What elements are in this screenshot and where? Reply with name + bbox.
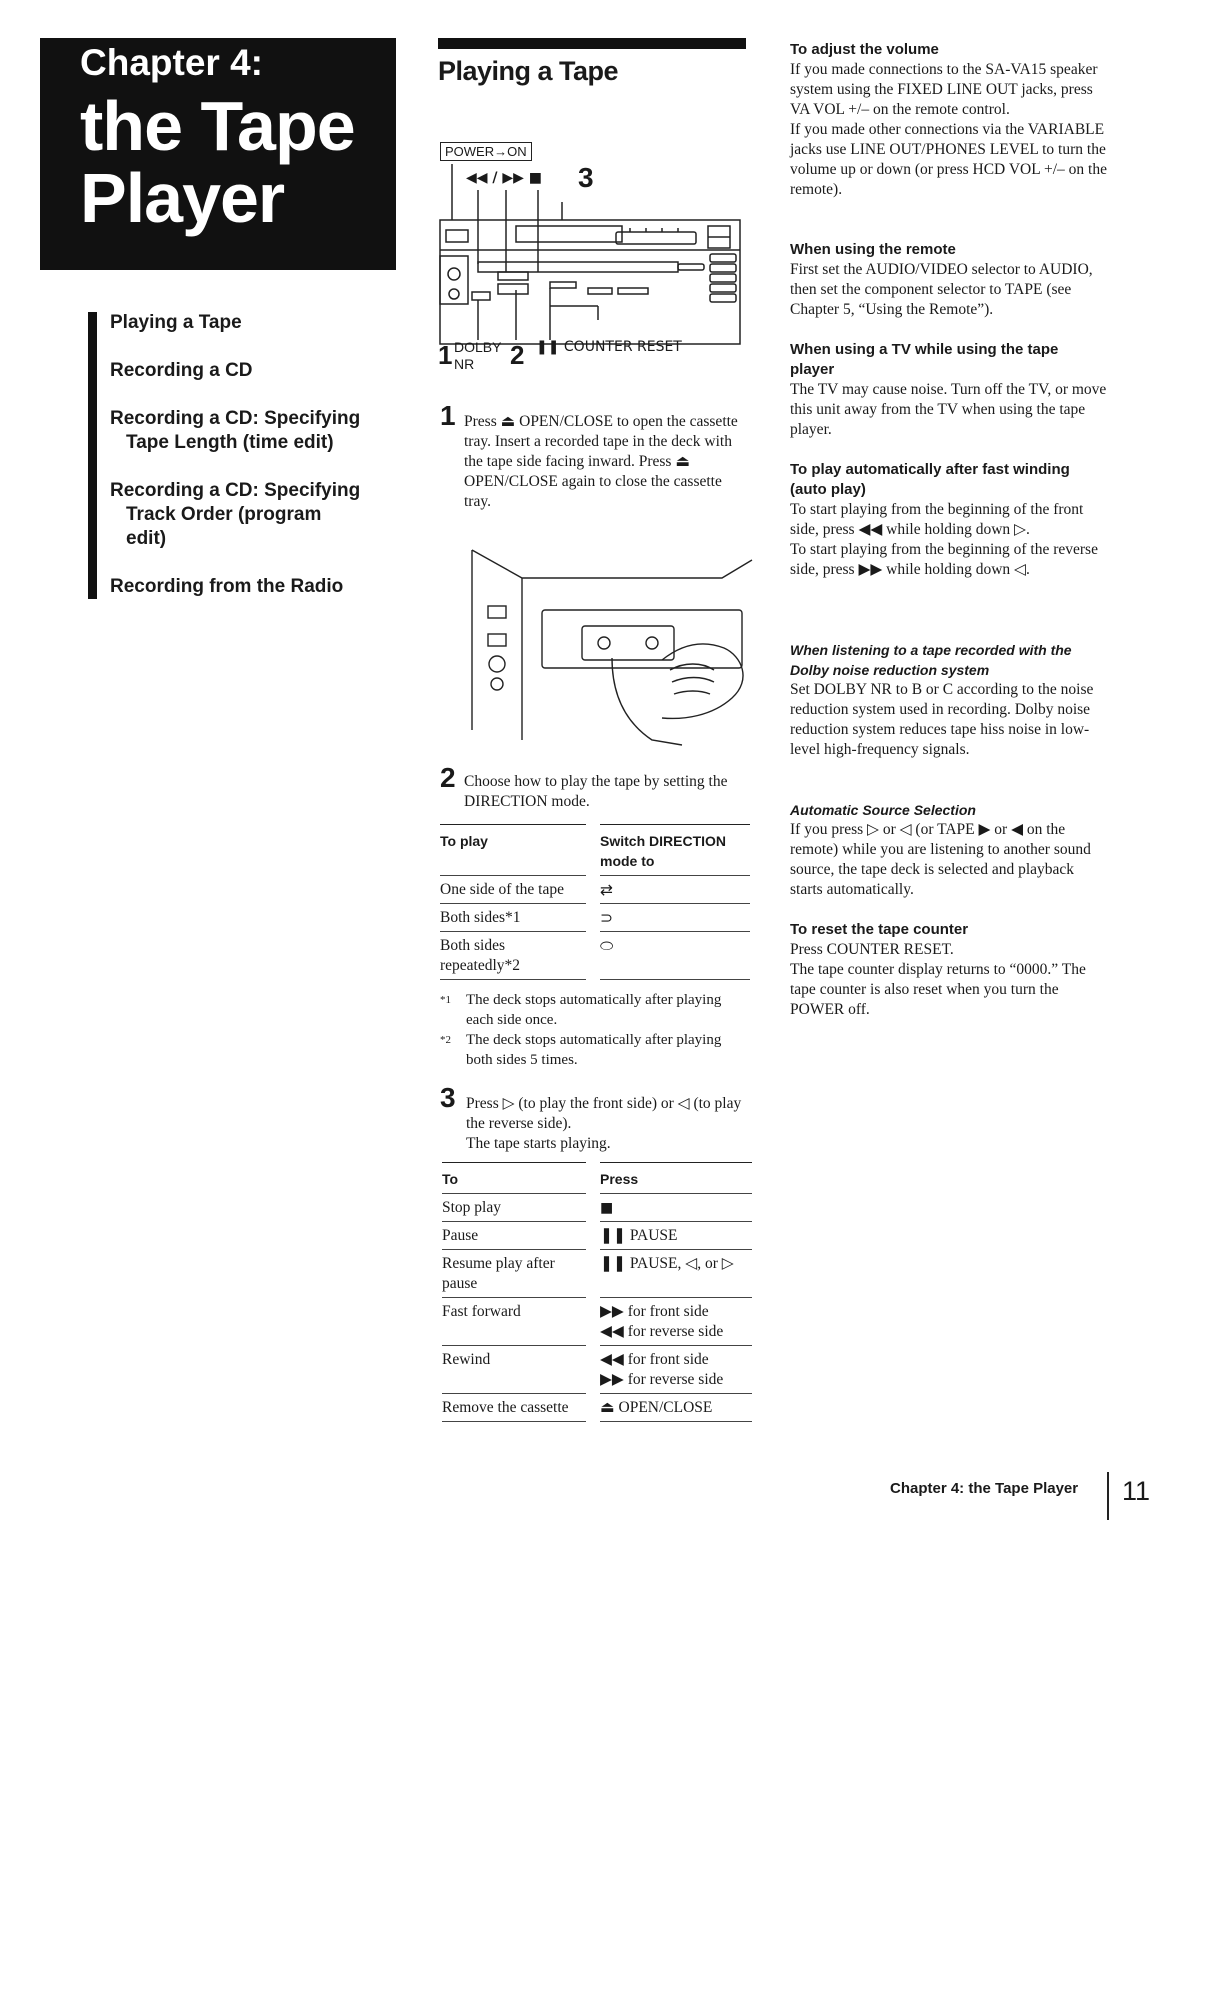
toc-item-time-edit[interactable]: Recording a CD: Specifying Tape Length (time edit) — [110, 408, 361, 453]
column-header: Press — [600, 1163, 752, 1194]
step-number: 1 — [440, 400, 456, 431]
table-header-row — [440, 825, 750, 876]
press-cell: ❚❚ PAUSE — [600, 1222, 752, 1250]
callout-2: 2 — [510, 340, 525, 370]
toc-item-playing-a-tape[interactable]: Playing a Tape — [110, 312, 242, 333]
heading-auto-source: Automatic Source Selection — [790, 802, 976, 818]
step-3-text: Press ▷ (to play the front side) or ◁ (to play the reverse side). The tape starts playing. — [466, 1095, 742, 1152]
table-row — [442, 1194, 752, 1222]
action-cell: Rewind — [442, 1346, 586, 1394]
power-label: POWER→ON — [440, 142, 532, 161]
direction-mode-icon: ⇄ — [600, 876, 750, 904]
footnote: *1 The deck stops automatically after playing each side once. — [440, 992, 722, 1028]
deck-drawing — [438, 140, 748, 350]
action-cell: Resume play after pause — [442, 1250, 586, 1298]
heading-auto-play: To play automatically after fast winding (auto play) — [790, 461, 1070, 498]
step-2-text: Choose how to play the tape by setting the DIRECTION mode. — [464, 773, 728, 810]
footer-divider — [1107, 1472, 1109, 1520]
table-header-row — [442, 1163, 752, 1194]
direction-mode-icon: ⬭ — [600, 932, 750, 980]
table-row — [442, 1346, 752, 1394]
action-cell: Pause — [442, 1222, 586, 1250]
table-row — [440, 904, 750, 932]
deck-front-panel-figure — [438, 140, 748, 380]
column-header: To — [442, 1163, 586, 1194]
step-1-text: Press ⏏ OPEN/CLOSE to open the cassette tray. Insert a recorded tape in the deck with the tape side facing inward. Press ⏏ OPEN/CLOSE again to close the cassette tray. — [464, 413, 738, 510]
callout-3: 3 — [578, 162, 594, 193]
toc-item-recording-a-cd[interactable]: Recording a CD — [110, 360, 253, 381]
dolby-text: Set DOLBY NR to B or C according to the noise reduction system used in recording. Dolby noise reduction system reduces tape hiss noise in low-level high-frequency signals. — [790, 681, 1094, 758]
section-rule — [438, 38, 746, 49]
step-number: 3 — [440, 1082, 456, 1113]
remote-text: First set the AUDIO/VIDEO selector to AUDIO, then set the component selector to TAPE (see Chapter 5, “Using the Remote”). — [790, 261, 1093, 318]
column-header: To play — [440, 825, 586, 876]
action-cell: Fast forward — [442, 1298, 586, 1346]
toc-item-recording-from-radio[interactable]: Recording from the Radio — [110, 576, 344, 597]
auto-source-text: If you press ▷ or ◁ (or TAPE ▶ or ◀ on the remote) while you are listening to another sound source, the tape deck is selected and playback starts automatically. — [790, 821, 1091, 898]
tv-text: The TV may cause noise. Turn off the TV, or move this unit away from the TV when using the tape player. — [790, 381, 1107, 438]
heading-dolby: When listening to a tape recorded with the Dolby noise reduction system — [790, 642, 1072, 678]
heading-using-remote: When using the remote — [790, 241, 956, 258]
press-cell: ▶▶ for front side ◀◀ for reverse side — [600, 1298, 752, 1346]
table-row — [440, 932, 750, 980]
table-row — [442, 1298, 752, 1346]
reset-counter-text: Press COUNTER RESET. The tape counter display returns to “0000.” The tape counter is also reset when you turn the POWER off. — [790, 941, 1086, 1018]
table-row — [442, 1394, 752, 1422]
footnotes — [440, 990, 750, 1070]
auto-play-text: To start playing from the beginning of the front side, press ◀◀ while holding down ▷. To start playing from the beginning of the reverse side, press ▶▶ while holding down ◁. — [790, 501, 1098, 578]
footnote: *2 The deck stops automatically after playing both sides 5 times. — [440, 1032, 722, 1068]
chapter-kicker: Chapter 4: — [80, 42, 263, 83]
callout-2-label: ❚❚ COUNTER RESET — [536, 339, 682, 355]
heading-adjust-volume: To adjust the volume — [790, 41, 939, 58]
chapter-banner — [40, 38, 396, 270]
action-cell: Remove the cassette — [442, 1394, 586, 1422]
column-header: Switch DIRECTION mode to — [600, 825, 750, 876]
heading-using-tv: When using a TV while using the tape player — [790, 341, 1059, 378]
chapter-title-line: Player — [80, 159, 285, 237]
direction-table — [440, 824, 750, 980]
play-cell: Both sides repeatedly*2 — [440, 932, 586, 980]
play-cell: One side of the tape — [440, 876, 586, 904]
direction-mode-icon: ⊃ — [600, 904, 750, 932]
heading-reset-counter: To reset the tape counter — [790, 921, 969, 938]
callout-1-label: DOLBY NR — [454, 339, 502, 372]
press-table — [442, 1162, 752, 1422]
action-cell: Stop play — [442, 1194, 586, 1222]
toc-item-program-edit[interactable]: Recording a CD: Specifying Track Order (program edit) — [110, 480, 361, 549]
toc-bar — [88, 312, 97, 599]
step-number: 2 — [440, 762, 456, 793]
table-row — [442, 1222, 752, 1250]
chapter-title — [80, 87, 355, 237]
transport-label: ◀◀ / ▶▶ ■ — [466, 170, 543, 186]
press-cell: ■ — [600, 1194, 752, 1222]
footer-chapter-label: Chapter 4: the Tape Player — [890, 1480, 1079, 1497]
press-cell: ⏏ OPEN/CLOSE — [600, 1394, 752, 1422]
press-cell: ◀◀ for front side ▶▶ for reverse side — [600, 1346, 752, 1394]
section-title: Playing a Tape — [438, 56, 619, 86]
press-cell: ❚❚ PAUSE, ◁, or ▷ — [600, 1250, 752, 1298]
play-cell: Both sides*1 — [440, 904, 586, 932]
callout-1: 1 — [438, 340, 453, 370]
cassette-insert-illustration — [462, 530, 762, 750]
table-row — [440, 876, 750, 904]
table-row — [442, 1250, 752, 1298]
volume-text: If you made connections to the SA-VA15 speaker system using the FIXED LINE OUT jacks, press VA VOL +/– on the remote control. If you made other connections via the VARIABLE jacks use LINE OUT/PHONES LEVEL to turn the volume up or down (or press HCD VOL +/– on the remote). — [790, 61, 1107, 198]
chapter-title-line: the Tape — [80, 87, 355, 165]
page-number: 11 — [1122, 1476, 1151, 1506]
